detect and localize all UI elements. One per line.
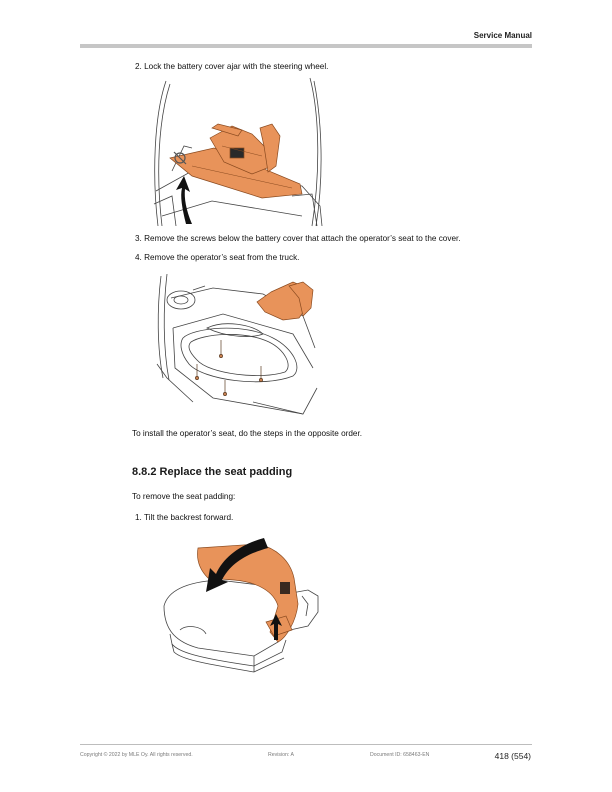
header-rule [80, 44, 532, 48]
battery-cover-illustration [152, 76, 327, 228]
footer-copyright: Copyright © 2022 by MLE Oy. All rights reserved. [80, 752, 193, 758]
battery-cover-highlight [170, 124, 302, 198]
page-header-title: Service Manual [473, 31, 532, 40]
footer-document-id: Document ID: 658463-EN [370, 752, 430, 758]
step-remove-screws: 3. Remove the screws below the battery cover that attach the operator’s seat to the cover. [135, 234, 461, 243]
step-lock-cover: 2. Lock the battery cover ajar with the steering wheel. [135, 62, 329, 71]
step-tilt-backrest: 1. Tilt the backrest forward. [135, 513, 234, 522]
up-arrow-icon [176, 176, 192, 224]
backrest-highlight [197, 544, 298, 642]
footer-rule [80, 744, 532, 745]
section-heading: 8.8.2 Replace the seat padding [132, 466, 293, 478]
seat-highlight [257, 282, 313, 320]
tilt-backrest-illustration [158, 534, 323, 674]
footer-page-number: 418 (554) [494, 751, 531, 761]
install-note: To install the operator’s seat, do the steps in the opposite order. [132, 429, 362, 438]
section-intro: To remove the seat padding: [132, 492, 236, 501]
seat-removal-illustration [153, 268, 321, 416]
step-remove-seat: 4. Remove the operator’s seat from the truck. [135, 253, 300, 262]
screw-markers [195, 340, 262, 396]
footer-revision: Revision: A [268, 752, 294, 758]
